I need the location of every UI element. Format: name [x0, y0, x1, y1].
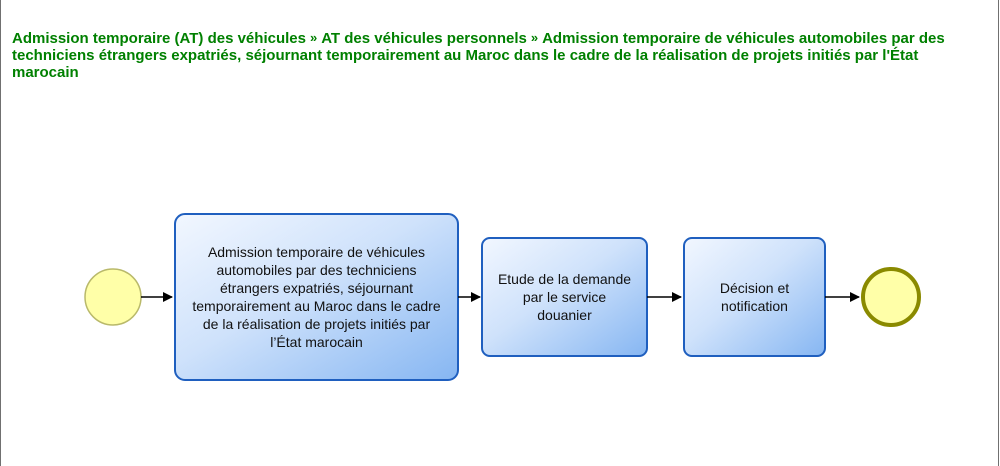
- breadcrumb-item-personal-vehicles[interactable]: AT des véhicules personnels: [321, 30, 527, 47]
- task-etude-label: Etude de la demande par le service douanier: [497, 271, 632, 323]
- task-decision-label: Décision et notification: [719, 280, 790, 314]
- task-admission-label: Admission temporaire de véhicules automobiles par des techniciens étrangers expatriés, séjournant temporairement au Maroc dans le cadre de la réalisation de projets initiés par l’État marocain: [192, 244, 441, 350]
- end-event[interactable]: [863, 269, 919, 325]
- breadcrumb-item-vehicles[interactable]: Admission temporaire (AT) des véhicules: [12, 30, 306, 47]
- breadcrumb-item-current-procedure: Admission temporaire de véhicules automobiles par des techniciens étrangers expatriés, séjournant temporairement au Maroc dans le cadre de la réalisation de projets initiés par l'État marocain: [12, 30, 945, 81]
- breadcrumb-separator-icon: »: [309, 30, 318, 45]
- breadcrumb-separator-icon: »: [530, 30, 539, 45]
- start-event[interactable]: [85, 269, 141, 325]
